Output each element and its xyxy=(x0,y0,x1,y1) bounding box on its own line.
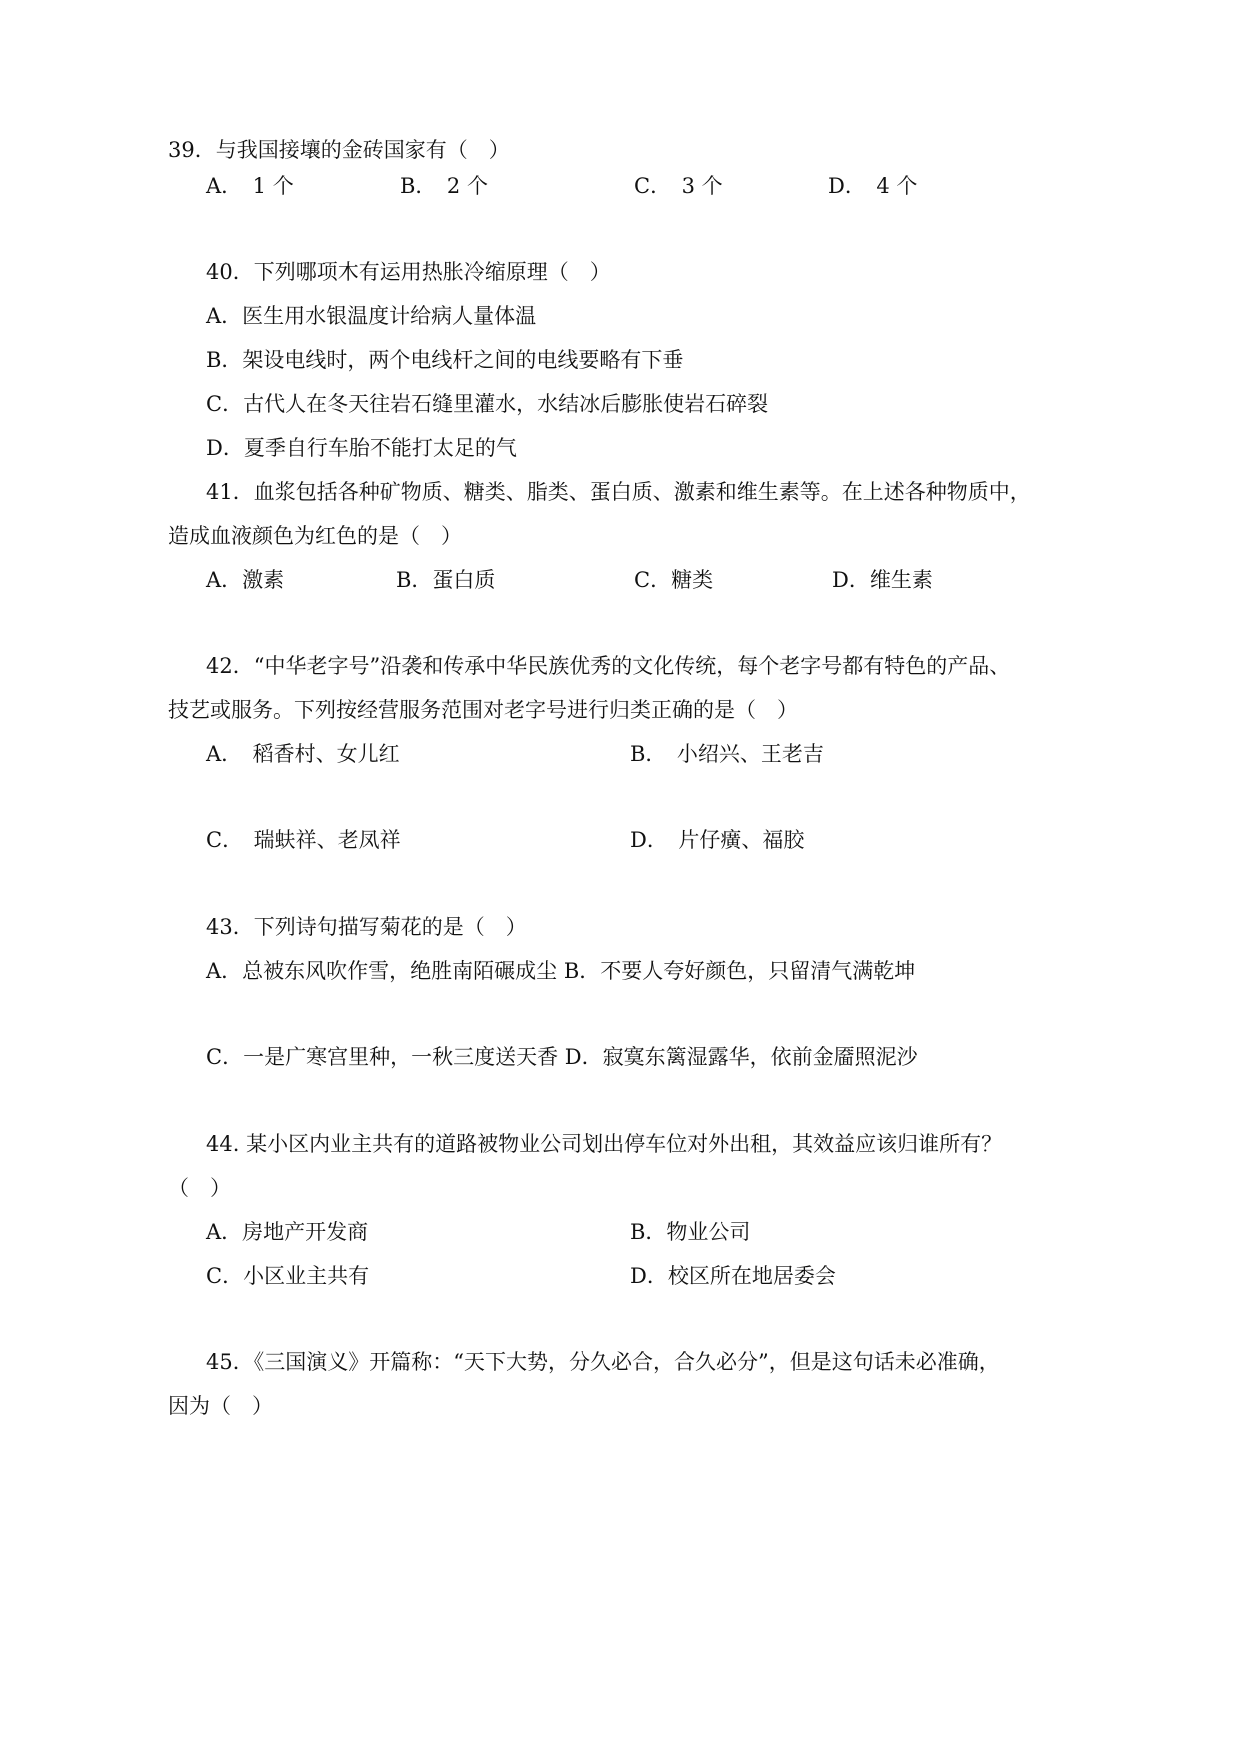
q41-option-c: C．糖类 xyxy=(634,568,714,592)
q43-options-line1: A．总被东风吹作雪，绝胜南陌碾成尘 B．不要人夸好颜色，只留清气满乾坤 xyxy=(206,959,916,983)
q41-stem-line1: 41．血浆包括各种矿物质、糖类、脂类、蛋白质、激素和维生素等。在上述各种物质中， xyxy=(206,480,1031,504)
q41-option-d: D．维生素 xyxy=(832,568,933,592)
q40-option-b: B．架设电线时，两个电线杆之间的电线要略有下垂 xyxy=(206,348,684,372)
q45-stem-line1: 45．《三国演义》开篇称：“天下大势，分久必合，合久必分”，但是这句话未必准确， xyxy=(206,1350,1000,1374)
q41-option-b: B．蛋白质 xyxy=(396,568,496,592)
q42-stem-line2: 技艺或服务。下列按经营服务范围对老字号进行归类正确的是（ ） xyxy=(168,698,798,722)
q45-stem-line2: 因为（ ） xyxy=(168,1394,273,1418)
q40-option-c: C．古代人在冬天往岩石缝里灌水，水结冰后膨胀使岩石碎裂 xyxy=(206,392,769,416)
q44-stem-line2: （ ） xyxy=(168,1176,231,1200)
q42-option-b: B． 小绍兴、王老吉 xyxy=(630,742,824,766)
q43-stem: 43．下列诗句描写菊花的是（ ） xyxy=(206,915,527,939)
q44-option-b: B．物业公司 xyxy=(630,1220,751,1244)
q42-stem-line1: 42．“中华老字号”沿袭和传承中华民族优秀的文化传统，每个老字号都有特色的产品、 xyxy=(206,654,1011,678)
q42-option-d: D． 片仔癀、福胶 xyxy=(630,828,805,852)
q39-option-b: B． 2 个 xyxy=(400,174,488,198)
q40-option-d: D．夏季自行车胎不能打太足的气 xyxy=(206,436,517,460)
q44-option-a: A．房地产开发商 xyxy=(206,1220,369,1244)
q44-option-c: C．小区业主共有 xyxy=(206,1264,370,1288)
q43-options-line2: C．一是广寒宫里种，一秋三度送天香 D．寂寞东篱湿露华，依前金靥照泥沙 xyxy=(206,1045,918,1069)
q40-option-a: A．医生用水银温度计给病人量体温 xyxy=(206,304,537,328)
q39-option-d: D． 4 个 xyxy=(828,174,918,198)
q39-option-a: A． 1 个 xyxy=(206,174,294,198)
q44-option-d: D．校区所在地居委会 xyxy=(630,1264,836,1288)
q39-option-c: C． 3 个 xyxy=(634,174,723,198)
q41-stem-line2: 造成血液颜色为红色的是（ ） xyxy=(168,524,462,548)
q40-stem: 40．下列哪项木有运用热胀冷缩原理（ ） xyxy=(206,260,611,284)
q39-stem: 39．与我国接壤的金砖国家有（ ） xyxy=(168,138,510,162)
q44-stem-line1: 44. 某小区内业主共有的道路被物业公司划出停车位对外出租，其效益应该归谁所有？ xyxy=(206,1132,1003,1156)
q41-option-a: A．激素 xyxy=(206,568,285,592)
q42-option-c: C． 瑞蚨祥、老凤祥 xyxy=(206,828,401,852)
q42-option-a: A． 稻香村、女儿红 xyxy=(206,742,400,766)
